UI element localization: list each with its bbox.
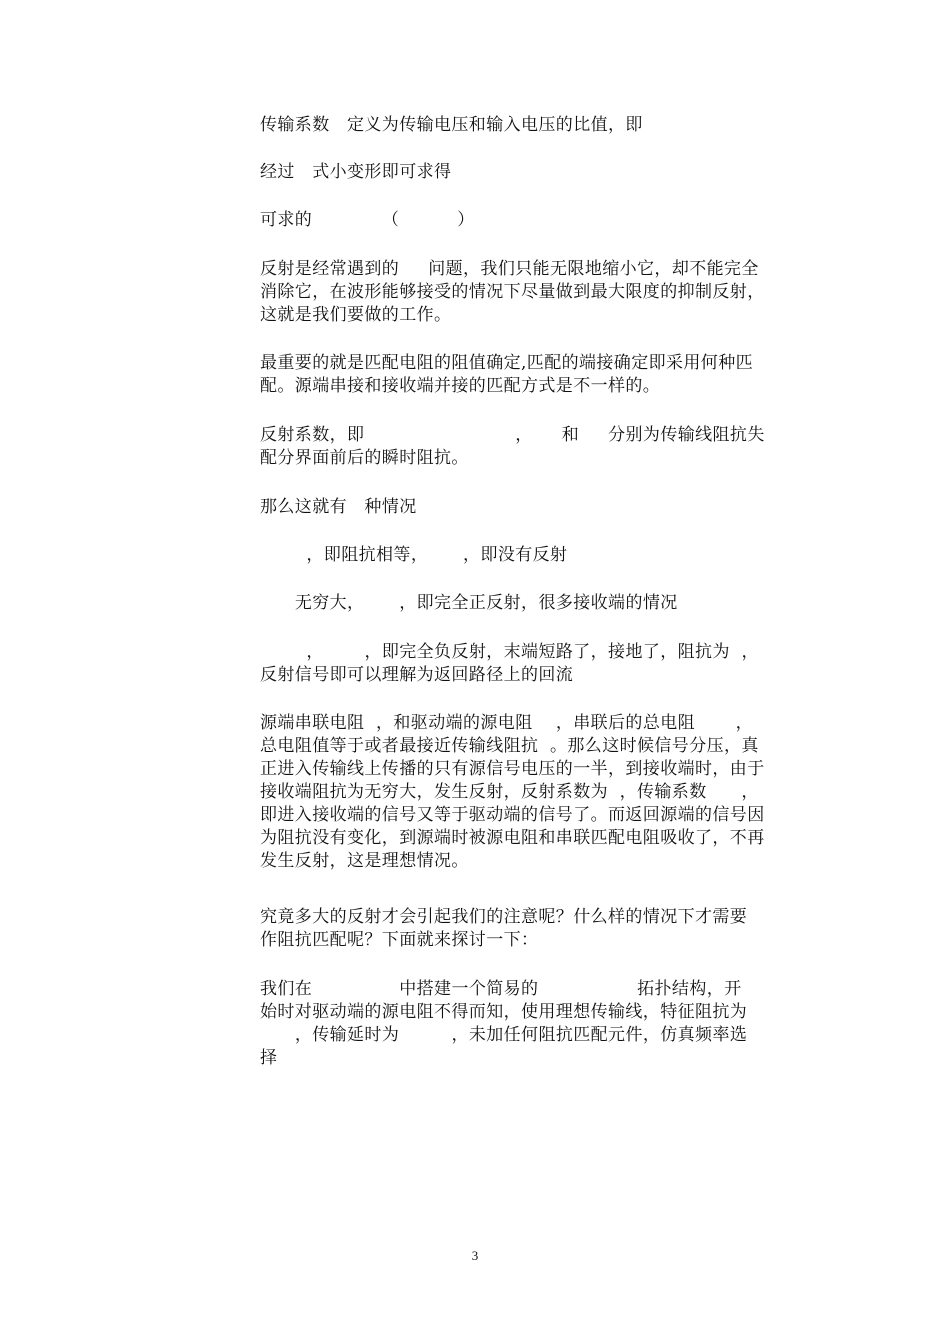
text-line-simulation-4: 择 xyxy=(260,1048,278,1068)
text-line-question-1: 究竟多大的反射才会引起我们的注意呢？什么样的情况下才需要 xyxy=(260,907,748,927)
text-line-series-termination-3: 正进入传输线上传播的只有源信号电压的一半，到接收端时，由于 xyxy=(260,759,765,779)
text-line-reflection-coefficient-1: 反射系数，即 ， 和 分别为传输线阻抗失 xyxy=(260,425,765,445)
text-line-case-short-2: 反射信号即可以理解为返回路径上的回流 xyxy=(260,665,574,685)
text-line-transmission-coefficient: 传输系数 定义为传输电压和输入电压的比值，即 xyxy=(260,115,643,135)
text-line-reflection-intro-1: 反射是经常遇到的 问题，我们只能无限地缩小它，却不能完全 xyxy=(260,259,759,279)
text-line-series-termination-5: 即进入接收端的信号又等于驱动端的信号了。而返回源端的信号因 xyxy=(260,805,765,825)
text-line-matching-2: 配。源端串接和接收端并接的匹配方式是不一样的。 xyxy=(260,376,661,396)
text-line-case-open: 无穷大， ，即完全正反射，很多接收端的情况 xyxy=(260,593,678,613)
text-line-question-2: 作阻抗匹配呢？下面就来探讨一下： xyxy=(260,930,539,950)
text-line-reflection-coefficient-2: 配分界面前后的瞬时阻抗。 xyxy=(260,448,469,468)
text-line-simulation-3: ，传输延时为 ，未加任何阻抗匹配元件，仿真频率选 xyxy=(260,1025,748,1045)
text-line-cases-heading: 那么这就有 种情况 xyxy=(260,497,417,517)
text-line-series-termination-6: 为阻抗没有变化，到源端时被源电阻和串联匹配电阻吸收了，不再 xyxy=(260,828,765,848)
text-line-formula-derivation: 经过 式小变形即可求得 xyxy=(260,162,452,182)
page-number: 3 xyxy=(471,1248,479,1263)
text-line-simulation-2: 始时对驱动端的源电阻不得而知，使用理想传输线，特征阻抗为 xyxy=(260,1002,748,1022)
text-line-reflection-intro-3: 这就是我们要做的工作。 xyxy=(260,305,452,325)
text-line-reflection-intro-2: 消除它，在波形能够接受的情况下尽量做到最大限度的抑制反射， xyxy=(260,282,765,302)
text-line-series-termination-4: 接收端阻抗为无穷大，发生反射，反射系数为 ，传输系数 ， xyxy=(260,782,759,802)
text-line-case-matched: ，即阻抗相等， ，即没有反射 xyxy=(260,545,568,565)
text-line-series-termination-7: 发生反射，这是理想情况。 xyxy=(260,851,469,871)
text-line-matching-1: 最重要的就是匹配电阻的阻值确定,匹配的端接确定即采用何种匹 xyxy=(260,353,754,373)
text-line-series-termination-2: 总电阻值等于或者最接近传输线阻抗 。那么这时候信号分压，真 xyxy=(260,736,759,756)
text-line-series-termination-1: 源端串联电阻 ，和驱动端的源电阻 ，串联后的总电阻 ， xyxy=(260,713,754,733)
text-line-result: 可求的 （ ） xyxy=(260,210,475,230)
text-line-case-short-1: ， ，即完全负反射，末端短路了，接地了，阻抗为 ， xyxy=(260,642,759,662)
text-line-simulation-1: 我们在 中搭建一个简易的 拓扑结构，开 xyxy=(260,979,742,999)
